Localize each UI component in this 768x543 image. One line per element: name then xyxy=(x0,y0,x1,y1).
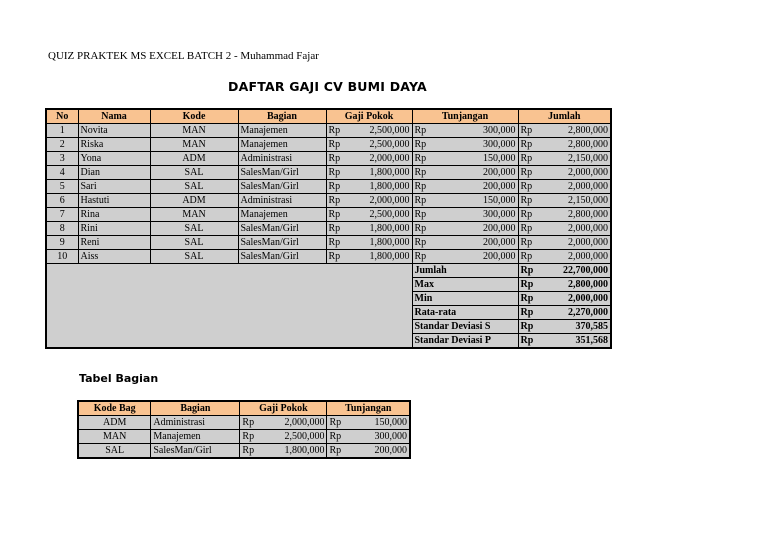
column-header-kode-bag: Kode Bag xyxy=(78,401,151,416)
summary-label: Rata-rata xyxy=(412,306,518,320)
currency-label: Rp xyxy=(518,208,540,222)
cell-kode: SAL xyxy=(150,222,238,236)
cell-kode: MAN xyxy=(150,138,238,152)
section-title-tabel-bagian: Tabel Bagian xyxy=(79,372,159,385)
cell-bagian: Administrasi xyxy=(238,152,326,166)
table-row xyxy=(46,208,611,222)
summary-value: 2,000,000 xyxy=(540,292,611,306)
cell-jumlah: 2,000,000 xyxy=(540,250,611,264)
column-header-bagian: Bagian xyxy=(238,109,326,124)
cell-jumlah: 2,150,000 xyxy=(540,152,611,166)
currency-label: Rp xyxy=(412,236,434,250)
currency-label: Rp xyxy=(412,166,434,180)
cell-jumlah: 2,000,000 xyxy=(540,180,611,194)
cell-tunjangan: 300,000 xyxy=(349,430,410,444)
cell-no: 4 xyxy=(46,166,78,180)
currency-label: Rp xyxy=(518,250,540,264)
department-table-header xyxy=(78,401,410,416)
cell-tunjangan: 300,000 xyxy=(434,208,518,222)
summary-value: 370,585 xyxy=(540,320,611,334)
currency-label: Rp xyxy=(326,208,348,222)
cell-bagian: Manajemen xyxy=(238,138,326,152)
cell-bagian: SalesMan/Girl xyxy=(238,166,326,180)
cell-nama: Sari xyxy=(78,180,150,194)
cell-no: 6 xyxy=(46,194,78,208)
table-row xyxy=(46,222,611,236)
cell-kode-bag: ADM xyxy=(78,416,151,430)
summary-row xyxy=(46,264,611,278)
table-row xyxy=(46,138,611,152)
currency-label: Rp xyxy=(327,416,349,430)
cell-gaji-pokok: 1,800,000 xyxy=(348,236,412,250)
cell-nama: Aiss xyxy=(78,250,150,264)
cell-tunjangan: 200,000 xyxy=(434,166,518,180)
cell-no: 2 xyxy=(46,138,78,152)
department-table xyxy=(77,400,411,459)
cell-gaji-pokok: 2,500,000 xyxy=(348,208,412,222)
cell-no: 5 xyxy=(46,180,78,194)
cell-jumlah: 2,800,000 xyxy=(540,138,611,152)
cell-bagian: Manajemen xyxy=(151,430,240,444)
cell-no: 10 xyxy=(46,250,78,264)
cell-kode-bag: SAL xyxy=(78,444,151,459)
table-row xyxy=(46,194,611,208)
currency-label: Rp xyxy=(326,180,348,194)
cell-nama: Reni xyxy=(78,236,150,250)
cell-nama: Yona xyxy=(78,152,150,166)
summary-value: 351,568 xyxy=(540,334,611,349)
column-header-bagian: Bagian xyxy=(151,401,240,416)
cell-kode: SAL xyxy=(150,250,238,264)
currency-label: Rp xyxy=(326,152,348,166)
cell-nama: Rini xyxy=(78,222,150,236)
page-title: DAFTAR GAJI CV BUMI DAYA xyxy=(228,79,427,94)
currency-label: Rp xyxy=(240,444,262,459)
currency-label: Rp xyxy=(518,138,540,152)
currency-label: Rp xyxy=(412,152,434,166)
column-header-nama: Nama xyxy=(78,109,150,124)
cell-kode: SAL xyxy=(150,166,238,180)
currency-label: Rp xyxy=(326,250,348,264)
cell-nama: Rina xyxy=(78,208,150,222)
cell-jumlah: 2,000,000 xyxy=(540,166,611,180)
cell-nama: Novita xyxy=(78,124,150,138)
cell-nama: Hastuti xyxy=(78,194,150,208)
currency-label: Rp xyxy=(518,152,540,166)
column-header-jumlah: Jumlah xyxy=(518,109,611,124)
currency-label: Rp xyxy=(412,222,434,236)
currency-label: Rp xyxy=(326,124,348,138)
table-row xyxy=(46,236,611,250)
currency-label: Rp xyxy=(412,250,434,264)
table-row xyxy=(46,124,611,138)
cell-gaji-pokok: 1,800,000 xyxy=(348,166,412,180)
currency-label: Rp xyxy=(327,430,349,444)
table-row xyxy=(78,444,410,459)
cell-bagian: SalesMan/Girl xyxy=(151,444,240,459)
summary-value: 2,800,000 xyxy=(540,278,611,292)
cell-kode: MAN xyxy=(150,208,238,222)
currency-label: Rp xyxy=(518,124,540,138)
cell-tunjangan: 200,000 xyxy=(434,250,518,264)
cell-no: 7 xyxy=(46,208,78,222)
cell-tunjangan: 200,000 xyxy=(434,222,518,236)
table-row xyxy=(78,416,410,430)
currency-label: Rp xyxy=(518,306,540,320)
cell-gaji-pokok: 1,800,000 xyxy=(348,222,412,236)
salary-table xyxy=(45,108,612,349)
currency-label: Rp xyxy=(327,444,349,459)
currency-label: Rp xyxy=(518,166,540,180)
currency-label: Rp xyxy=(412,138,434,152)
cell-jumlah: 2,150,000 xyxy=(540,194,611,208)
cell-no: 9 xyxy=(46,236,78,250)
currency-label: Rp xyxy=(518,180,540,194)
summary-label: Jumlah xyxy=(412,264,518,278)
cell-tunjangan: 200,000 xyxy=(349,444,410,459)
column-header-gaji-pokok: Gaji Pokok xyxy=(240,401,327,416)
cell-tunjangan: 150,000 xyxy=(434,152,518,166)
summary-label: Standar Deviasi P xyxy=(412,334,518,349)
table-row xyxy=(46,250,611,264)
cell-gaji-pokok: 1,800,000 xyxy=(262,444,327,459)
summary-value: 2,270,000 xyxy=(540,306,611,320)
cell-gaji-pokok: 2,000,000 xyxy=(348,194,412,208)
currency-label: Rp xyxy=(412,194,434,208)
cell-gaji-pokok: 2,500,000 xyxy=(348,124,412,138)
currency-label: Rp xyxy=(518,278,540,292)
summary-label: Standar Deviasi S xyxy=(412,320,518,334)
cell-jumlah: 2,800,000 xyxy=(540,124,611,138)
column-header-kode: Kode xyxy=(150,109,238,124)
cell-jumlah: 2,000,000 xyxy=(540,236,611,250)
currency-label: Rp xyxy=(240,416,262,430)
table-row xyxy=(46,180,611,194)
summary-value: 22,700,000 xyxy=(540,264,611,278)
currency-label: Rp xyxy=(518,236,540,250)
column-header-tunjangan: Tunjangan xyxy=(327,401,410,416)
currency-label: Rp xyxy=(518,334,540,349)
cell-bagian: Manajemen xyxy=(238,208,326,222)
summary-label: Max xyxy=(412,278,518,292)
cell-tunjangan: 150,000 xyxy=(349,416,410,430)
currency-label: Rp xyxy=(412,180,434,194)
cell-kode-bag: MAN xyxy=(78,430,151,444)
cell-jumlah: 2,000,000 xyxy=(540,222,611,236)
cell-tunjangan: 150,000 xyxy=(434,194,518,208)
cell-gaji-pokok: 2,000,000 xyxy=(262,416,327,430)
table-row xyxy=(78,430,410,444)
summary-label: Min xyxy=(412,292,518,306)
cell-bagian: SalesMan/Girl xyxy=(238,222,326,236)
currency-label: Rp xyxy=(518,292,540,306)
currency-label: Rp xyxy=(518,320,540,334)
cell-bagian: SalesMan/Girl xyxy=(238,236,326,250)
cell-tunjangan: 300,000 xyxy=(434,124,518,138)
cell-gaji-pokok: 2,000,000 xyxy=(348,152,412,166)
cell-jumlah: 2,800,000 xyxy=(540,208,611,222)
cell-gaji-pokok: 2,500,000 xyxy=(262,430,327,444)
cell-bagian: Manajemen xyxy=(238,124,326,138)
cell-nama: Riska xyxy=(78,138,150,152)
currency-label: Rp xyxy=(518,222,540,236)
cell-no: 3 xyxy=(46,152,78,166)
currency-label: Rp xyxy=(326,222,348,236)
cell-bagian: SalesMan/Girl xyxy=(238,180,326,194)
currency-label: Rp xyxy=(518,194,540,208)
cell-bagian: Administrasi xyxy=(151,416,240,430)
cell-kode: ADM xyxy=(150,194,238,208)
cell-kode: SAL xyxy=(150,180,238,194)
currency-label: Rp xyxy=(412,124,434,138)
cell-nama: Dian xyxy=(78,166,150,180)
summary-blank-area xyxy=(46,264,412,349)
cell-gaji-pokok: 1,800,000 xyxy=(348,180,412,194)
cell-bagian: Administrasi xyxy=(238,194,326,208)
currency-label: Rp xyxy=(326,166,348,180)
cell-gaji-pokok: 1,800,000 xyxy=(348,250,412,264)
column-header-gaji-pokok: Gaji Pokok xyxy=(326,109,412,124)
currency-label: Rp xyxy=(240,430,262,444)
currency-label: Rp xyxy=(412,208,434,222)
cell-kode: SAL xyxy=(150,236,238,250)
cell-tunjangan: 200,000 xyxy=(434,236,518,250)
cell-bagian: SalesMan/Girl xyxy=(238,250,326,264)
currency-label: Rp xyxy=(326,236,348,250)
quiz-title: QUIZ PRAKTEK MS EXCEL BATCH 2 - Muhammad Fajar xyxy=(48,50,319,62)
column-header-tunjangan: Tunjangan xyxy=(412,109,518,124)
cell-tunjangan: 300,000 xyxy=(434,138,518,152)
table-row xyxy=(46,152,611,166)
cell-tunjangan: 200,000 xyxy=(434,180,518,194)
currency-label: Rp xyxy=(326,138,348,152)
table-row xyxy=(46,166,611,180)
currency-label: Rp xyxy=(326,194,348,208)
cell-gaji-pokok: 2,500,000 xyxy=(348,138,412,152)
cell-no: 8 xyxy=(46,222,78,236)
cell-no: 1 xyxy=(46,124,78,138)
column-header-no: No xyxy=(46,109,78,124)
cell-kode: ADM xyxy=(150,152,238,166)
cell-kode: MAN xyxy=(150,124,238,138)
salary-table-header xyxy=(46,109,611,124)
currency-label: Rp xyxy=(518,264,540,278)
